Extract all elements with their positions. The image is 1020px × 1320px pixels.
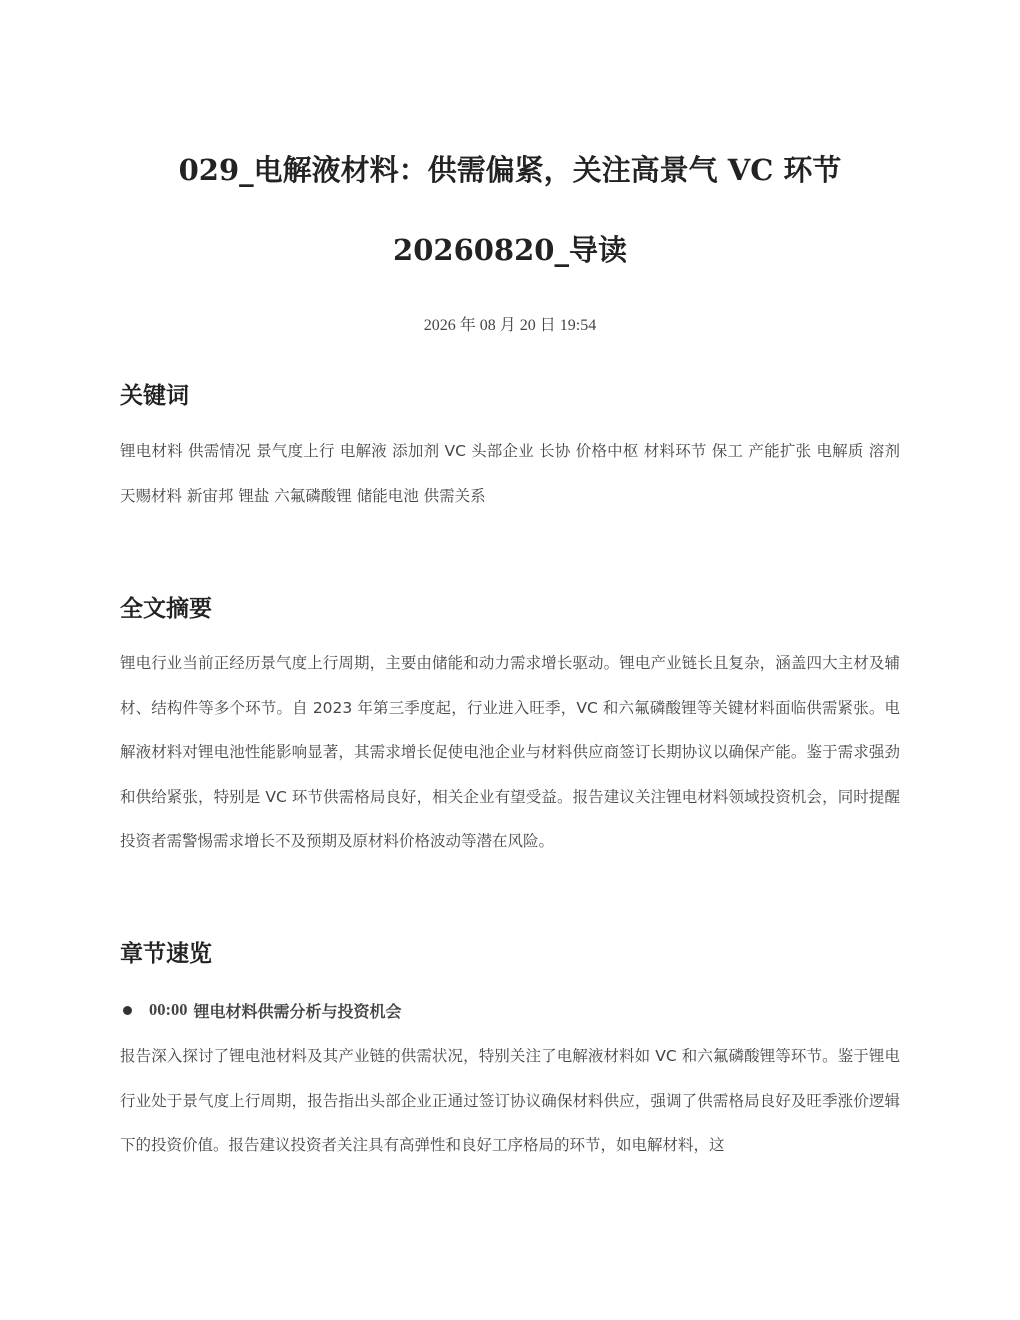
document-date: 2026 年 08 月 20 日 19:54	[423, 317, 597, 334]
keywords-text: 锂电材料 供需情况 景气度上行 电解液 添加剂 VC 头部企业 长协 价格中枢 材料环节 保工 产能扩张 电解质 溶剂 天赐材料 新宙邦 锂盐 六氟磷酸锂 储能电池 供需关系	[120, 442, 900, 505]
chapter-text: 报告深入探讨了锂电池材料及其产业链的供需状况，特别关注了电解液材料如 VC 和六氟磷酸锂等环节。鉴于锂电行业处于景气度上行周期，报告指出头部企业正通过签订协议确保材料供应，强调了供需格局良好及旺季涨价逻辑下的投资价值。报告建议投资者关注具有高弹性和良好工序格局的环节，如电解材料，这	[120, 1047, 900, 1154]
chapter-title: 锂电材料供需分析与投资机会	[193, 1001, 402, 1021]
chapters-heading: 章节速览	[120, 941, 212, 967]
keywords-heading: 关键词	[120, 383, 189, 409]
chapter-timestamp: 00:00	[149, 1000, 188, 1019]
chapter-item	[120, 995, 900, 1025]
bullet-icon	[123, 1006, 132, 1015]
summary-text: 锂电行业当前正经历景气度上行周期，主要由储能和动力需求增长驱动。锂电产业链长且复杂，涵盖四大主材及辅材、结构件等多个环节。自 2023 年第三季度起，行业进入旺季，VC 和六氟磷酸锂等关键材料面临供需紧张。电解液材料对锂电池性能影响显著，其需求增长促使电池企业与材料供应商签订长期协议以确保产能。鉴于需求强劲和供给紧张，特别是 VC 环节供需格局良好，相关企业有望受益。报告建议关注锂电材料领域投资机会，同时提醒投资者需警惕需求增长不及预期及原材料价格波动等潜在风险。	[120, 654, 900, 850]
summary-heading: 全文摘要	[120, 596, 212, 622]
document-title: 029_电解液材料：供需偏紧，关注高景气 VC 环节	[178, 153, 842, 187]
document-subtitle: 20260820_导读	[393, 233, 627, 267]
